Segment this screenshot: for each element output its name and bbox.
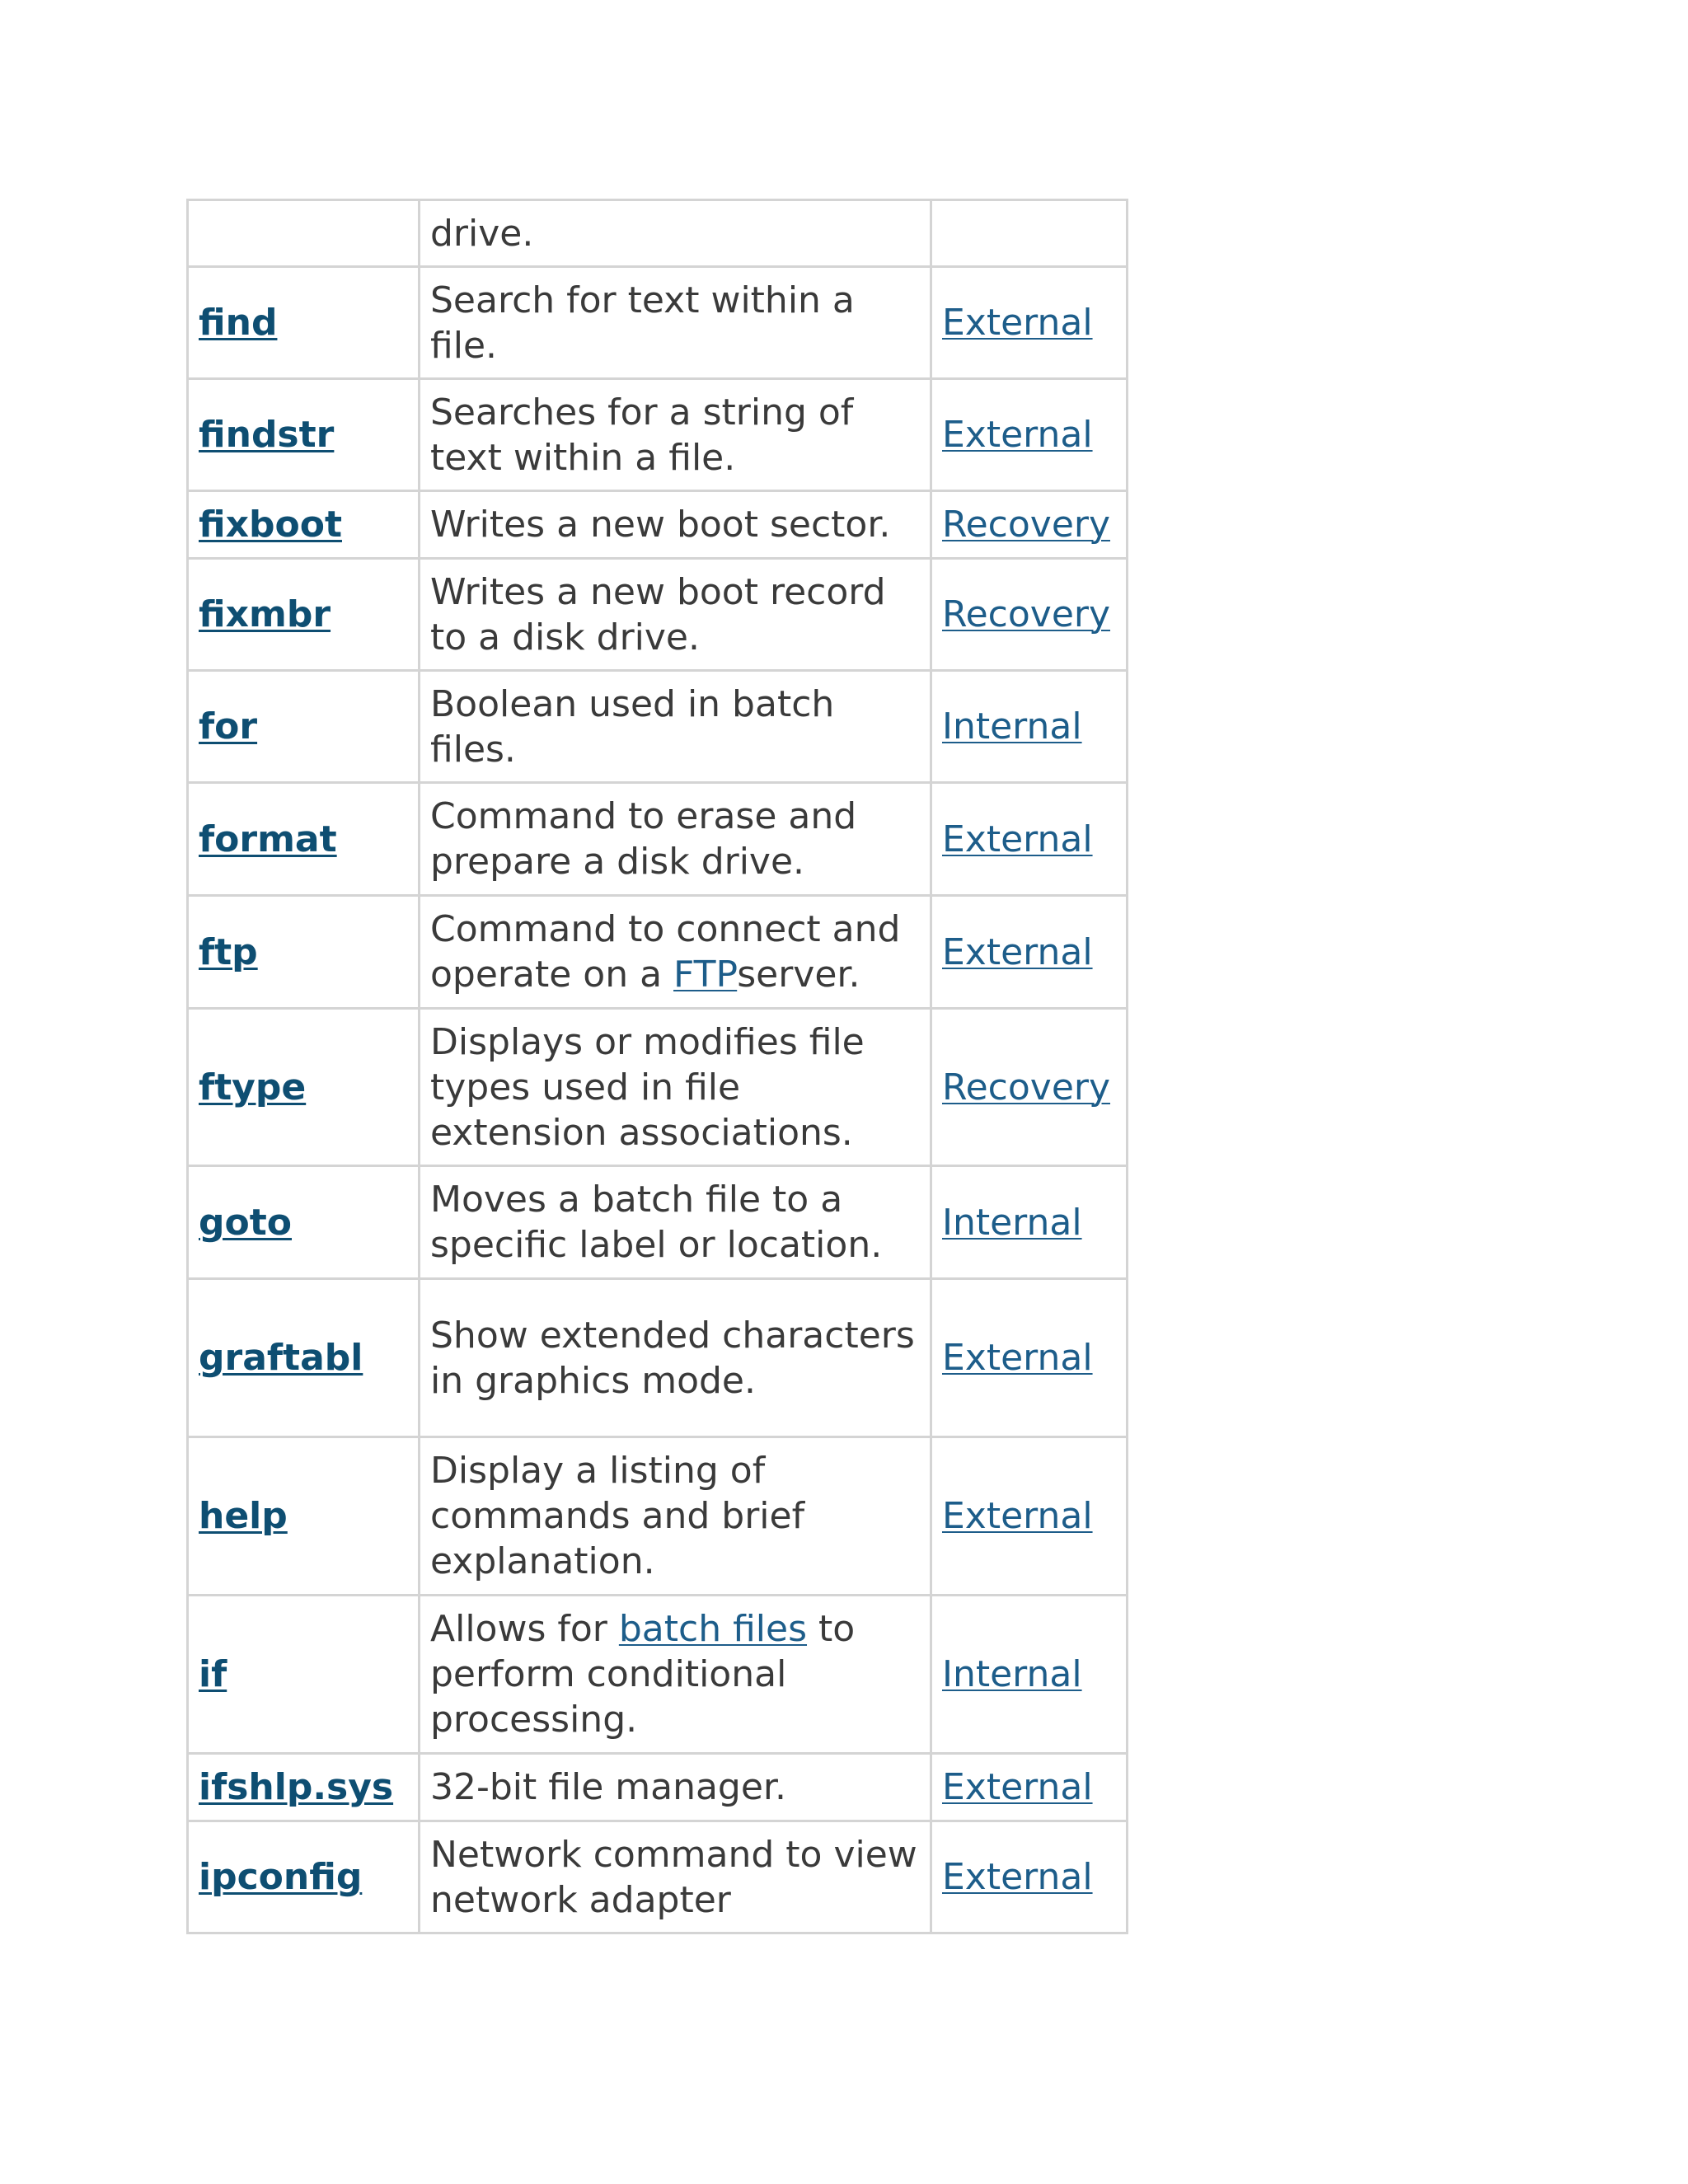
table-row	[188, 1279, 1128, 1437]
batch-files-link[interactable]: batch files	[618, 1608, 808, 1650]
table-row	[188, 267, 1128, 379]
type-link[interactable]: External	[942, 1337, 1093, 1379]
table-row	[188, 896, 1128, 1009]
command-cell	[188, 1821, 420, 1933]
description-text: to perform conditional processing.	[430, 1608, 856, 1741]
command-cell	[188, 1754, 420, 1821]
type-link[interactable]: External	[942, 1495, 1093, 1537]
type-link[interactable]: Internal	[942, 705, 1082, 748]
description-cell	[420, 896, 931, 1009]
description-cell: Boolean used in batch files.	[420, 671, 931, 783]
command-link-fixmbr[interactable]: fixmbr	[199, 593, 331, 635]
table-row	[188, 559, 1128, 671]
table-row	[188, 1437, 1128, 1596]
type-link[interactable]: Recovery	[942, 593, 1111, 635]
command-link-ipconfig[interactable]: ipconfig	[199, 1856, 363, 1898]
command-link-find[interactable]: find	[199, 302, 278, 344]
type-cell	[931, 200, 1128, 267]
type-link[interactable]: External	[942, 414, 1093, 456]
command-link-graftabl[interactable]: graftabl	[199, 1337, 363, 1379]
description-cell: Command to erase and prepare a disk drive.	[420, 783, 931, 896]
command-cell	[188, 783, 420, 896]
type-link[interactable]: External	[942, 818, 1093, 860]
command-link-ftype[interactable]: ftype	[199, 1066, 307, 1108]
description-cell: Search for text within a file.	[420, 267, 931, 379]
type-cell	[931, 379, 1128, 491]
type-link[interactable]: External	[942, 1856, 1093, 1898]
command-link-for[interactable]: for	[199, 705, 258, 748]
command-cell	[188, 1437, 420, 1596]
type-cell	[931, 783, 1128, 896]
description-cell	[420, 1596, 931, 1754]
description-cell: Writes a new boot sector.	[420, 491, 931, 559]
table-row	[188, 1596, 1128, 1754]
description-cell: Writes a new boot record to a disk drive.	[420, 559, 931, 671]
type-link[interactable]: External	[942, 930, 1093, 973]
command-link-help[interactable]: help	[199, 1495, 288, 1537]
command-link-ftp[interactable]: ftp	[199, 930, 258, 973]
command-cell	[188, 1166, 420, 1279]
description-cell: Display a listing of commands and brief explanation.	[420, 1437, 931, 1596]
command-cell	[188, 267, 420, 379]
type-cell	[931, 1166, 1128, 1279]
type-cell	[931, 1279, 1128, 1437]
description-cell: Show extended characters in graphics mode.	[420, 1279, 931, 1437]
description-text: Command to connect and operate on a	[430, 908, 901, 996]
command-cell	[188, 379, 420, 491]
description-cell: Searches for a string of text within a file.	[420, 379, 931, 491]
table-row	[188, 783, 1128, 896]
command-cell	[188, 559, 420, 671]
type-cell	[931, 1009, 1128, 1166]
command-cell	[188, 896, 420, 1009]
command-link-format[interactable]: format	[199, 818, 337, 860]
table-row	[188, 1166, 1128, 1279]
type-link[interactable]: Recovery	[942, 1066, 1111, 1108]
type-cell	[931, 1754, 1128, 1821]
table-row	[188, 379, 1128, 491]
command-cell	[188, 200, 420, 267]
description-text: server.	[737, 954, 860, 996]
type-link[interactable]: External	[942, 302, 1093, 344]
type-cell	[931, 1821, 1128, 1933]
type-cell	[931, 491, 1128, 559]
table-row	[188, 200, 1128, 267]
command-link-if[interactable]: if	[199, 1653, 227, 1695]
description-cell: Displays or modifies file types used in file extension associations.	[420, 1009, 931, 1166]
table-row	[188, 1754, 1128, 1821]
table-row	[188, 1821, 1128, 1933]
description-cell: Moves a batch file to a specific label or location.	[420, 1166, 931, 1279]
command-link-fixboot[interactable]: fixboot	[199, 504, 342, 546]
type-link[interactable]: Internal	[942, 1201, 1082, 1244]
type-link[interactable]: Recovery	[942, 504, 1111, 546]
type-link[interactable]: Internal	[942, 1653, 1082, 1695]
type-cell	[931, 267, 1128, 379]
type-cell	[931, 896, 1128, 1009]
command-link-findstr[interactable]: findstr	[199, 414, 335, 456]
description-cell: Network command to view network adapter	[420, 1821, 931, 1933]
table-row	[188, 491, 1128, 559]
command-cell	[188, 671, 420, 783]
type-cell	[931, 671, 1128, 783]
type-link[interactable]: External	[942, 1766, 1093, 1808]
ftp-link[interactable]: FTP	[673, 954, 738, 996]
description-cell: drive.	[420, 200, 931, 267]
command-link-goto[interactable]: goto	[199, 1201, 292, 1244]
table-row	[188, 671, 1128, 783]
command-cell	[188, 491, 420, 559]
command-cell	[188, 1279, 420, 1437]
description-text: Allows for	[430, 1608, 619, 1650]
type-cell	[931, 1437, 1128, 1596]
type-cell	[931, 559, 1128, 671]
type-cell	[931, 1596, 1128, 1754]
command-cell	[188, 1009, 420, 1166]
command-link-ifshlp-sys[interactable]: ifshlp.sys	[199, 1766, 394, 1808]
table-row	[188, 1009, 1128, 1166]
description-cell: 32-bit file manager.	[420, 1754, 931, 1821]
command-cell	[188, 1596, 420, 1754]
commands-table	[186, 199, 1128, 1934]
